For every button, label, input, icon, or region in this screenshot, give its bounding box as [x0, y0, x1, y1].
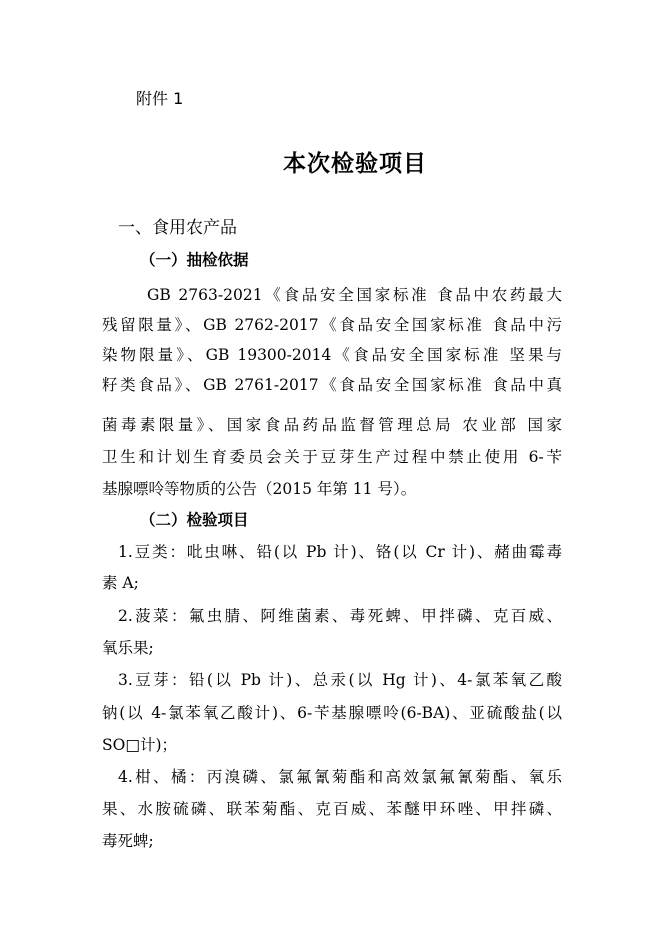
item-line: 毒死蜱; [102, 832, 154, 850]
item-line: 3.豆芽：铅(以 Pb 计)、总汞(以 Hg 计)、4-氯苯氧乙酸 [118, 671, 562, 689]
item-line: 2.菠菜：氟虫腈、阿维菌素、毒死蜱、甲拌磷、克百威、 [118, 607, 562, 625]
basis-line: 基腺嘌呤等物质的公告（2015 年第 11 号）。 [102, 480, 417, 498]
annex-label: 附件 1 [136, 89, 184, 108]
items-heading: （二）检验项目 [140, 511, 249, 529]
item-line: SO□计)； [102, 736, 178, 754]
item-line: 4.柑、橘：丙溴磷、氯氟氰菊酯和高效氯氟氰菊酯、氧乐 [118, 768, 562, 786]
item-line: 素 A; [102, 574, 139, 592]
item-line: 1.豆类：吡虫啉、铅(以 Pb 计)、铬(以 Cr 计)、赭曲霉毒 [118, 543, 562, 561]
item-line: 氧乐果; [102, 639, 154, 657]
basis-line: 卫生和计划生育委员会关于豆芽生产过程中禁止使用 6-苄 [102, 448, 562, 466]
basis-heading: （一）抽检依据 [140, 251, 249, 269]
basis-line: 染物限量》、GB 19300-2014《食品安全国家标准 坚果与 [102, 346, 562, 364]
basis-line: GB 2763-2021《食品安全国家标准 食品中农药最大 [147, 286, 562, 304]
item-line: 钠(以 4-氯苯氧乙酸计)、6-苄基腺嘌呤(6-BA)、亚硫酸盐(以 [102, 704, 562, 722]
basis-line: 残留限量》、GB 2762-2017《食品安全国家标准 食品中污 [102, 316, 562, 334]
basis-line: 籽类食品》、GB 2761-2017《食品安全国家标准 食品中真 [102, 376, 562, 394]
page-title: 本次检验项目 [283, 151, 427, 177]
section-heading: 一、食用农产品 [118, 218, 237, 238]
basis-line: 菌毒素限量》、国家食品药品监督管理总局 农业部 国家 [102, 416, 562, 434]
item-line: 果、水胺硫磷、联苯菊酯、克百威、苯醚甲环唑、甲拌磷、 [102, 800, 562, 818]
